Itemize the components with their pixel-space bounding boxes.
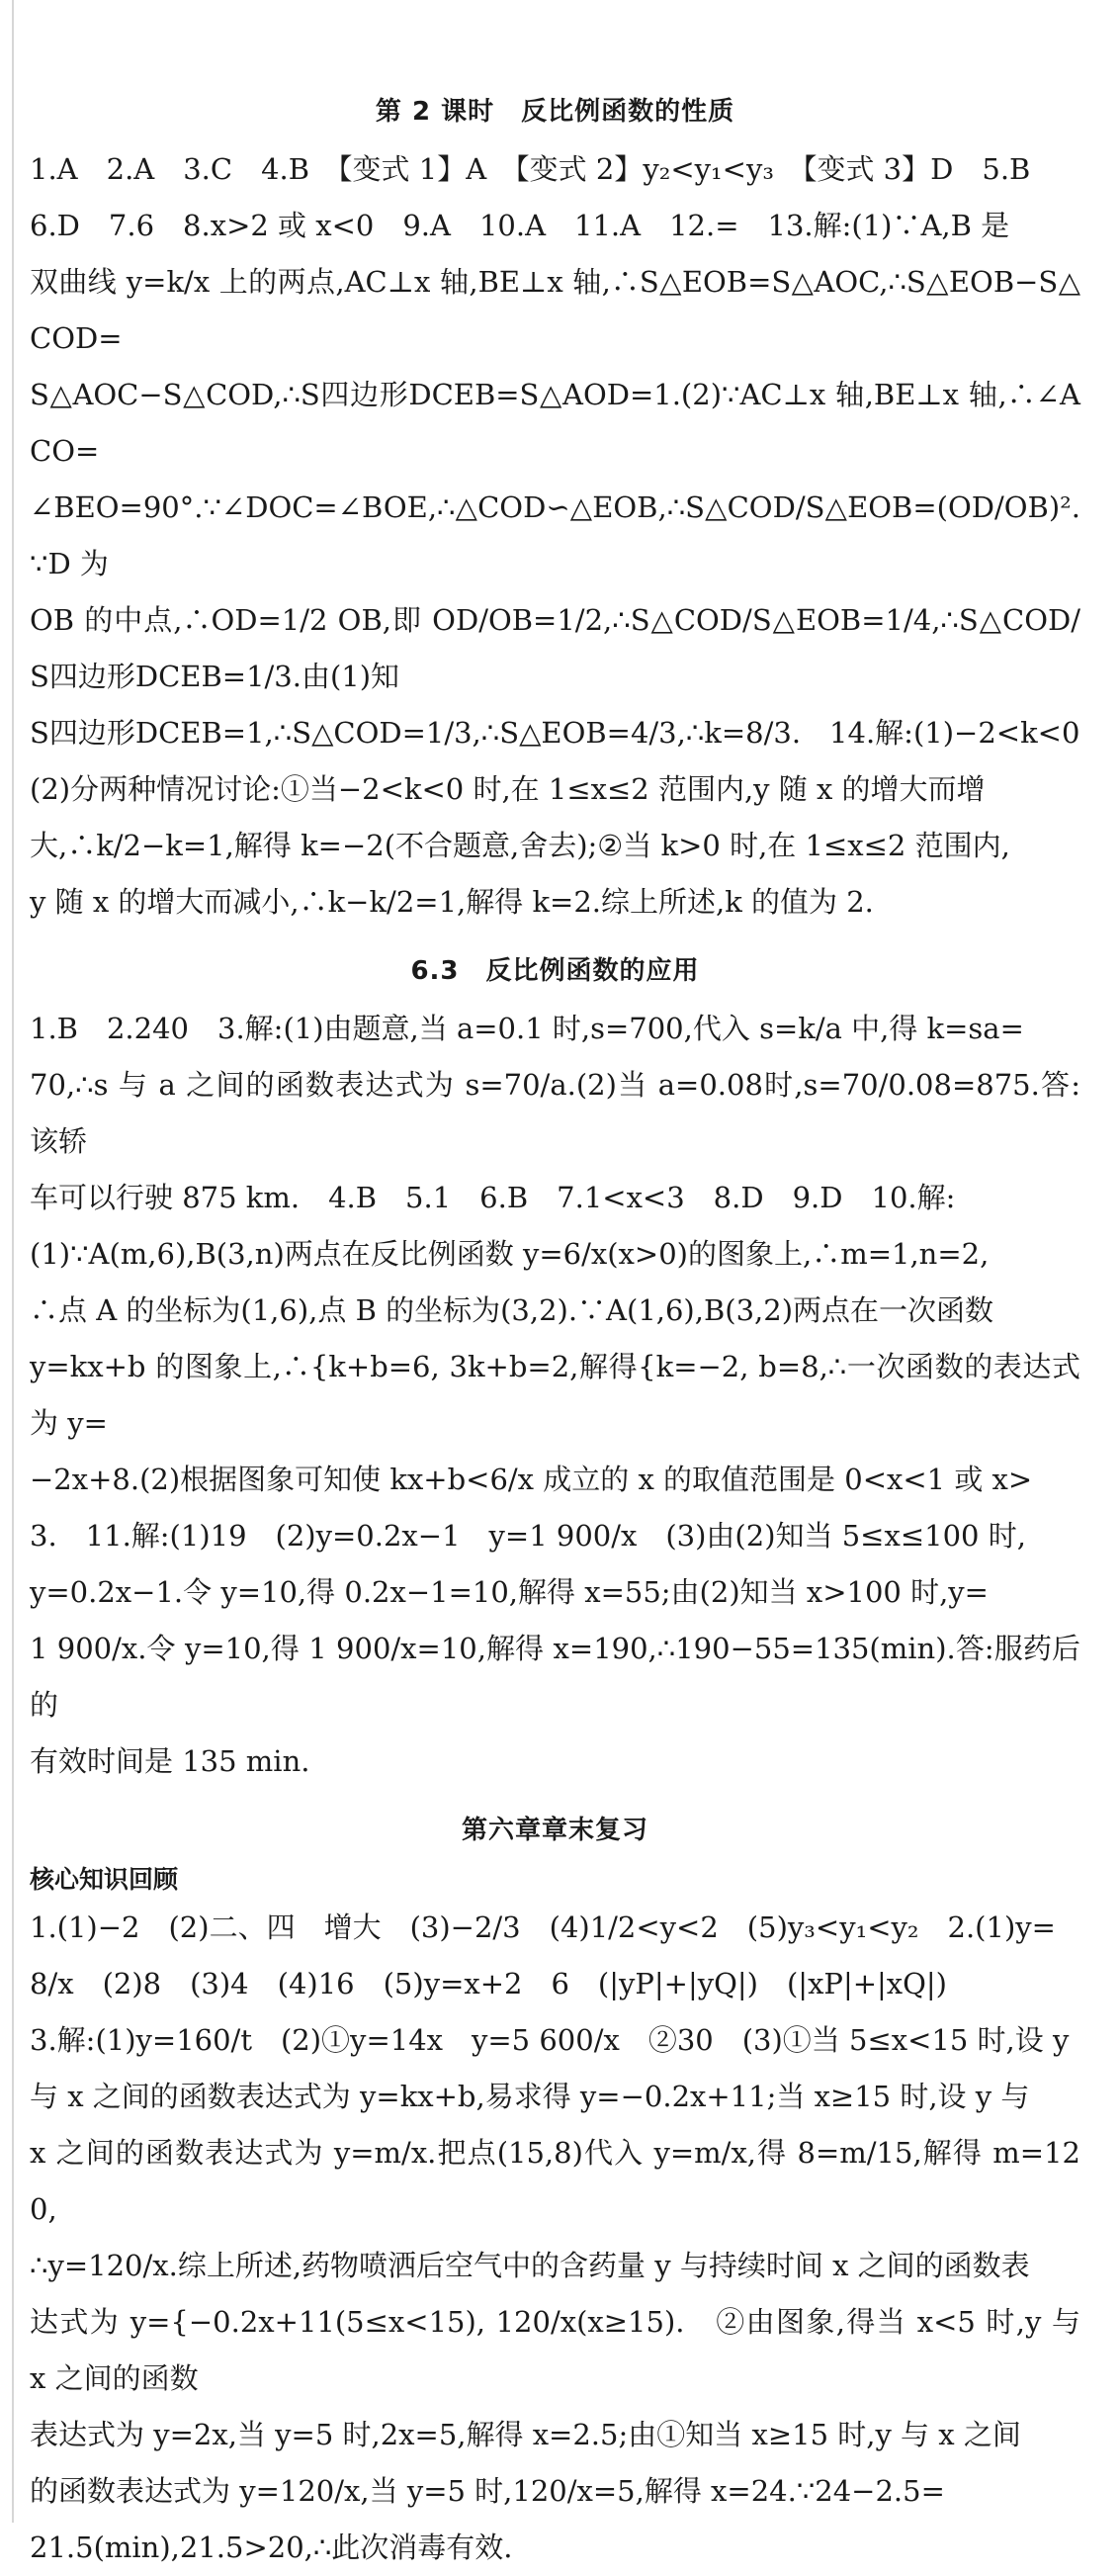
section-chapter-review — [30, 1810, 1080, 2576]
margin-line — [12, 0, 14, 2523]
answer-line: 6.D 7.6 8.x>2 或 x<0 9.A 10.A 11.A 12.= 13.解:(1)∵A,B 是 — [30, 209, 1010, 242]
answer-line: ∠BEO=90°.∵∠DOC=∠BOE,∴△COD∽△EOB,∴S△COD/S△EOB=(OD/OB)².∵D 为 — [30, 490, 1080, 580]
answer-line: 表达式为 y=2x,当 y=5 时,2x=5,解得 x=2.5;由①知当 x≥15 时,y 与 x 之间 — [30, 2418, 1021, 2451]
section-inverse-function-applications — [30, 950, 1080, 1790]
answer-line: S△AOC−S△COD,∴S四边形DCEB=S△AOD=1.(2)∵AC⊥x 轴,BE⊥x 轴,∴∠ACO= — [30, 378, 1080, 468]
answer-line: y=0.2x−1.令 y=10,得 0.2x−1=10,解得 x=55;由(2)知当 x>100 时,y= — [30, 1575, 989, 1609]
answer-line: OB 的中点,∴OD=1/2 OB,即 OD/OB=1/2,∴S△COD/S△EOB=1/4,∴S△COD/S四边形DCEB=1/3.由(1)知 — [30, 603, 1080, 693]
section-title: 第六章章末复习 — [461, 1816, 648, 1845]
answer-line: y=kx+b 的图象上,∴{k+b=6, 3k+b=2,解得{k=−2, b=8,∴一次函数的表达式为 y= — [30, 1350, 1080, 1440]
section-inverse-function-properties — [30, 91, 1080, 931]
answer-line: ∴点 A 的坐标为(1,6),点 B 的坐标为(3,2).∵A(1,6),B(3,2)两点在一次函数 — [30, 1293, 994, 1327]
answer-line: 1 900/x.令 y=10,得 1 900/x=10,解得 x=190,∴190−55=135(min).答:服药后的 — [30, 1632, 1080, 1722]
answer-line: 有效时间是 135 min. — [30, 1744, 310, 1778]
answer-line: (2)分两种情况讨论:①当−2<k<0 时,在 1≤x≤2 范围内,y 随 x 的增大而增 — [30, 772, 986, 806]
answer-line: 21.5(min),21.5>20,∴此次消毒有效. — [30, 2531, 513, 2564]
answer-line: 达式为 y={−0.2x+11(5≤x<15), 120/x(x≥15). ②由图象,得当 x<5 时,y 与 x 之间的函数 — [30, 2305, 1080, 2395]
answer-line: (1)∵A(m,6),B(3,n)两点在反比例函数 y=6/x(x>0)的图象上,∴m=1,n=2, — [30, 1237, 990, 1271]
answer-line: 双曲线 y=k/x 上的两点,AC⊥x 轴,BE⊥x 轴,∴S△EOB=S△AOC,∴S△EOB−S△COD= — [30, 265, 1080, 355]
answer-line: 的函数表达式为 y=120/x,当 y=5 时,120/x=5,解得 x=24.∵24−2.5= — [30, 2474, 945, 2508]
answer-line: 8/x (2)8 (3)4 (4)16 (5)y=x+2 6 (|yP|+|yQ|) (|xP|+|xQ|) — [30, 1967, 948, 2000]
answer-line: S四边形DCEB=1,∴S△COD=1/3,∴S△EOB=4/3,∴k=8/3. 14.解:(1)−2<k<0 — [30, 716, 1080, 750]
answer-line: 车可以行驶 875 km. 4.B 5.1 6.B 7.1<x<3 8.D 9.D 10.解: — [30, 1181, 956, 1214]
answer-line: 1.(1)−2 (2)二、四 增大 (3)−2/3 (4)1/2<y<2 (5)y₃<y₁<y₂ 2.(1)y= — [30, 1910, 1056, 1944]
answer-line: −2x+8.(2)根据图象可知使 kx+b<6/x 成立的 x 的取值范围是 0<x<1 或 x> — [30, 1463, 1033, 1496]
section-title: 6.3 反比例函数的应用 — [410, 956, 700, 986]
subsection-title: 核心知识回顾 — [30, 1865, 179, 1894]
answer-line: 70,∴s 与 a 之间的函数表达式为 s=70/a.(2)当 a=0.08时,s=70/0.08=875.答:该轿 — [30, 1068, 1080, 1158]
answer-line: ∴y=120/x.综上所述,药物喷洒后空气中的含药量 y 与持续时间 x 之间的函数表 — [30, 2249, 1030, 2282]
answer-line: 与 x 之间的函数表达式为 y=kx+b,易求得 y=−0.2x+11;当 x≥15 时,设 y 与 — [30, 2080, 1030, 2113]
answer-line: 3.解:(1)y=160/t (2)①y=14x y=5 600/x ②30 (3)①当 5≤x<15 时,设 y — [30, 2023, 1070, 2057]
answer-line: 大,∴k/2−k=1,解得 k=−2(不合题意,舍去);②当 k>0 时,在 1≤x≤2 范围内, — [30, 829, 1010, 862]
answer-line: y 随 x 的增大而减小,∴k−k/2=1,解得 k=2.综上所述,k 的值为 2. — [30, 885, 874, 919]
section-title: 第 2 课时 反比例函数的性质 — [375, 97, 735, 127]
answer-line: 1.B 2.240 3.解:(1)由题意,当 a=0.1 时,s=700,代入 s=k/a 中,得 k=sa= — [30, 1012, 1024, 1045]
answer-line: 3. 11.解:(1)19 (2)y=0.2x−1 y=1 900/x (3)由(2)知当 5≤x≤100 时, — [30, 1519, 1026, 1553]
answer-line: x 之间的函数表达式为 y=m/x.把点(15,8)代入 y=m/x,得 8=m/15,解得 m=120, — [30, 2136, 1080, 2226]
answer-line: 1.A 2.A 3.C 4.B 【变式 1】A 【变式 2】y₂<y₁<y₃ 【变式 3】D 5.B — [30, 152, 1031, 186]
